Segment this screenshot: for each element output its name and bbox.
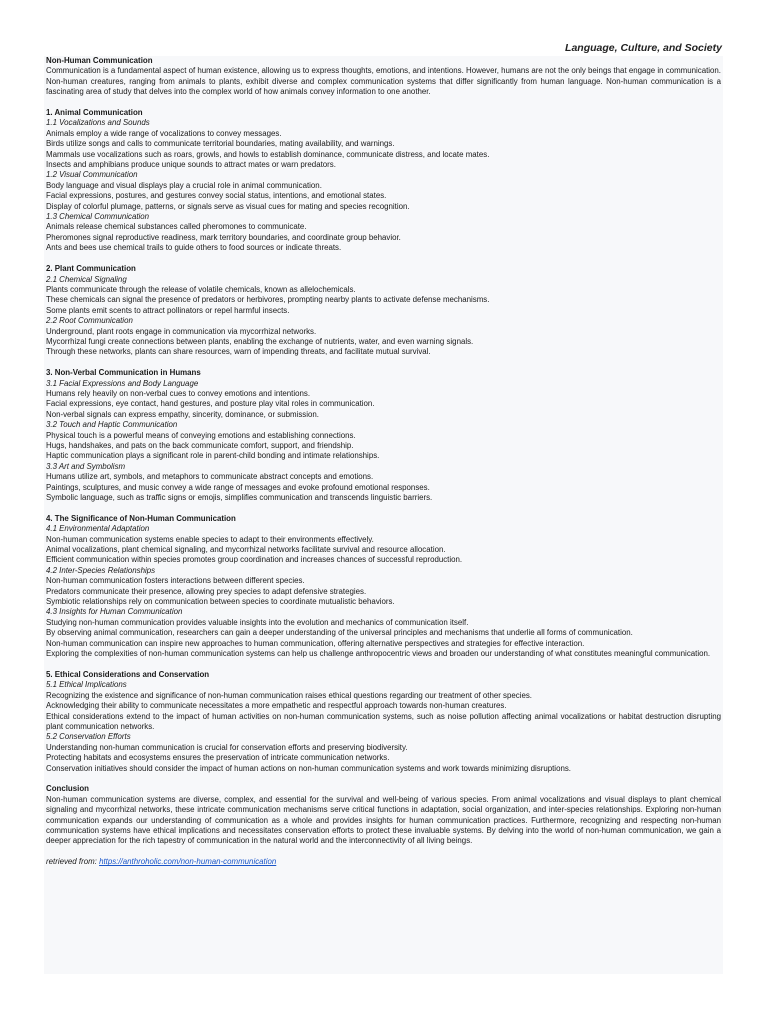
text-line: Studying non-human communication provides valuable insights into the evolution and mechanics of communication itself.: [46, 617, 469, 627]
section-heading: 5. Ethical Considerations and Conservation: [46, 669, 210, 679]
text-line: Recognizing the existence and significance of non-human communication raises ethical questions regarding our treatment of other species.: [46, 690, 532, 700]
text-line: Acknowledging their ability to communicate necessitates a more empathetic and respectful approach towards non-human creatures.: [46, 701, 507, 711]
intro-paragraph: Communication is a fundamental aspect of human existence, allowing us to express thoughts, emotions, and intentions. However, humans are not the only beings that engage in communication. Non-human creatures, ranging from animals to plants, exhibit diverse and complex communication systems that differ significantly from human language. Non-human communication is a fascinating area of study that delves into the complex world of how animals convey information to one another.: [46, 66, 721, 97]
text-line: Animals employ a wide range of vocalizations to convey messages.: [46, 128, 282, 138]
source-label: retrieved from:: [46, 857, 100, 867]
subsection-heading: 3.3 Art and Symbolism: [46, 461, 126, 471]
text-line: Hugs, handshakes, and pats on the back communicate comfort, support, and friendship.: [46, 440, 354, 450]
document-body: [44, 56, 723, 974]
subsection-heading: 2.1 Chemical Signaling: [46, 274, 127, 284]
text-line: Pheromones signal reproductive readiness, mark territory boundaries, and coordinate group behavior.: [46, 232, 401, 242]
source-citation: [46, 857, 721, 867]
text-line: Non-human communication can inspire new approaches to human communication, offering alternative perspectives and strategies for effective interaction.: [46, 638, 585, 648]
text-line: Symbolic language, such as traffic signs or emojis, simplifies communication and transcends linguistic barriers.: [46, 493, 433, 503]
text-line: Efficient communication within species promotes group coordination and increases chances of successful reproduction.: [46, 555, 463, 565]
text-line: Understanding non-human communication is crucial for conservation efforts and preserving biodiversity.: [46, 742, 408, 752]
subsection-heading: 4.1 Environmental Adaptation: [46, 524, 150, 534]
subsection-heading: 5.2 Conservation Efforts: [46, 732, 131, 742]
text-line: These chemicals can signal the presence of predators or herbivores, prompting nearby plants to activate defense mechanisms.: [46, 295, 490, 305]
text-line: Facial expressions, postures, and gestures convey social status, intentions, and emotional states.: [46, 191, 387, 201]
text-line: Animals release chemical substances called pheromones to communicate.: [46, 222, 307, 232]
section-heading: 1. Animal Communication: [46, 108, 143, 118]
conclusion-paragraph: Non-human communication systems are diverse, complex, and essential for the survival and well-being of various species. From animal vocalizations and visual displays to plant chemical signaling and mycorrhizal networks, these intricate communication mechanisms serve critical functions in adaptation, social organization, and inter-species relationships. Exploring non-human communication expands our understanding of communication as a whole and provides insights for human communication practices. Furthermore, recognizing and respecting non-human communication systems have ethical implications and necessitates conservation efforts to protect these invaluable systems. By delving into the world of non-human communication, we gain a deeper appreciation for the rich tapestry of communication in the natural world and the interconnectivity of all living beings.: [46, 794, 721, 846]
text-line: Non-human communication systems enable species to adapt to their environments effectively.: [46, 534, 374, 544]
subsection-heading: 4.3 Insights for Human Communication: [46, 607, 183, 617]
section-heading: 4. The Significance of Non-Human Communication: [46, 513, 236, 523]
text-line: Non-human communication fosters interactions between different species.: [46, 576, 305, 586]
text-line: Ants and bees use chemical trails to guide others to food sources or indicate threats.: [46, 243, 342, 253]
text-line: Ethical considerations extend to the impact of human activities on non-human communication systems, such as noise pollution affecting animal vocalizations or habitat destruction disrupting plant communication networks.: [46, 711, 721, 731]
text-line: Facial expressions, eye contact, hand gestures, and posture play vital roles in communication.: [46, 399, 375, 409]
section-heading: 2. Plant Communication: [46, 264, 136, 274]
subsection-heading: 1.1 Vocalizations and Sounds: [46, 118, 150, 128]
text-line: Symbiotic relationships rely on communication between species to coordinate mutualistic behaviors.: [46, 597, 395, 607]
text-line: Animal vocalizations, plant chemical signaling, and mycorrhizal networks facilitate survival and resource allocation.: [46, 545, 446, 555]
text-line: Display of colorful plumage, patterns, or signals serve as visual cues for mating and species recognition.: [46, 201, 410, 211]
subsection-heading: 5.1 Ethical Implications: [46, 680, 127, 690]
text-line: Protecting habitats and ecosystems ensures the preservation of intricate communication networks.: [46, 753, 390, 763]
text-line: Plants communicate through the release of volatile chemicals, known as allelochemicals.: [46, 284, 356, 294]
conclusion-heading: Conclusion: [46, 784, 89, 794]
subsection-heading: 4.2 Inter-Species Relationships: [46, 565, 156, 575]
document-title: Non-Human Communication: [46, 56, 153, 65]
text-line: Underground, plant roots engage in communication via mycorrhizal networks.: [46, 326, 317, 336]
text-line: Humans rely heavily on non-verbal cues to convey emotions and intentions.: [46, 388, 311, 398]
subsection-heading: 1.3 Chemical Communication: [46, 212, 150, 222]
text-line: Insects and amphibians produce unique sounds to attract mates or warn predators.: [46, 160, 336, 170]
text-line: Paintings, sculptures, and music convey a wide range of messages and evoke profound emotional responses.: [46, 482, 430, 492]
text-line: Humans utilize art, symbols, and metaphors to communicate abstract concepts and emotions.: [46, 472, 374, 482]
text-line: Mammals use vocalizations such as roars, growls, and howls to establish dominance, communicate distress, and locate mates.: [46, 149, 490, 159]
text-line: Conservation initiatives should consider the impact of human actions on non-human communication systems and work towards minimizing disruptions.: [46, 763, 571, 773]
text-line: Body language and visual displays play a crucial role in animal communication.: [46, 180, 322, 190]
subsection-heading: 3.1 Facial Expressions and Body Language: [46, 378, 199, 388]
text-line: Birds utilize songs and calls to communicate territorial boundaries, mating availability, and warnings.: [46, 139, 395, 149]
text-line: Haptic communication plays a significant role in parent-child bonding and intimate relationships.: [46, 451, 380, 461]
text-line: Physical touch is a powerful means of conveying emotions and establishing connections.: [46, 430, 356, 440]
page-header: Language, Culture, and Society: [565, 42, 722, 54]
subsection-heading: 1.2 Visual Communication: [46, 170, 138, 180]
text-line: Exploring the complexities of non-human communication systems can help us challenge anthropocentric views and broaden our understanding of what constitutes meaningful communication.: [46, 649, 711, 659]
text-line: Predators communicate their presence, allowing prey species to adapt defensive strategies.: [46, 586, 367, 596]
text-line: Through these networks, plants can share resources, warn of impending threats, and facilitate mutual survival.: [46, 347, 431, 357]
text-line: Non-verbal signals can express empathy, sincerity, dominance, or submission.: [46, 409, 319, 419]
subsection-heading: 2.2 Root Communication: [46, 316, 133, 326]
text-line: Mycorrhizal fungi create connections between plants, enabling the exchange of nutrients, water, and even warning signals.: [46, 336, 474, 346]
subsection-heading: 3.2 Touch and Haptic Communication: [46, 420, 178, 430]
source-link[interactable]: https://anthroholic.com/non-human-communication: [99, 857, 277, 867]
section-heading: 3. Non-Verbal Communication in Humans: [46, 368, 201, 378]
text-line: By observing animal communication, researchers can gain a deeper understanding of the universal principles and mechanisms that underlie all forms of communication.: [46, 628, 633, 638]
text-line: Some plants emit scents to attract pollinators or repel harmful insects.: [46, 305, 290, 315]
